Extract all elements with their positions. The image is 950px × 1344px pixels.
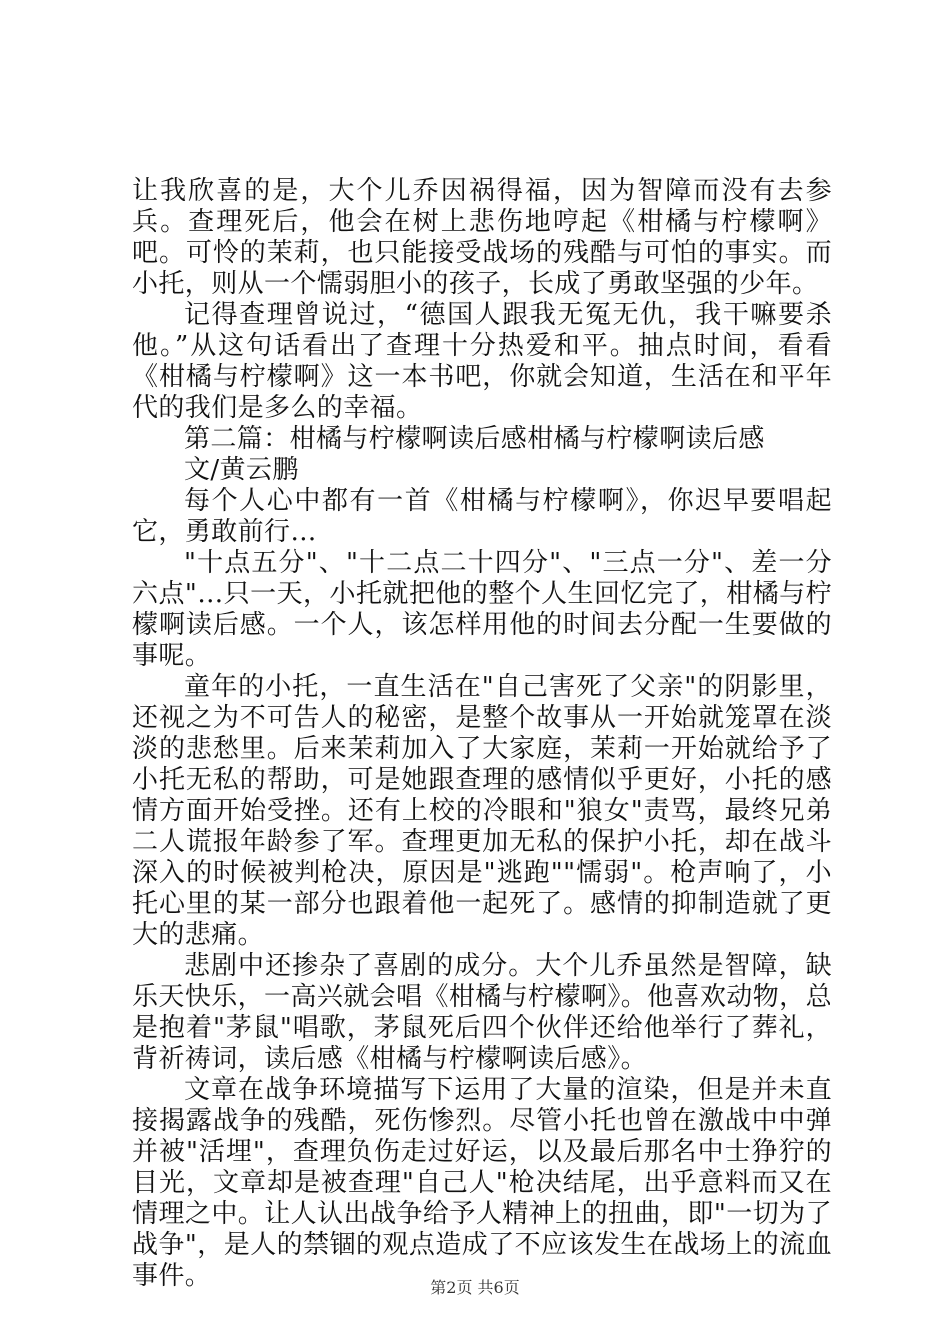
paragraph-time: "十点五分"、"十二点二十四分"、"三点一分"、差一分六点"…只一天，小托就把他的整个人生回忆完了，柑橘与柠檬啊读后感。一个人，该怎样用他的时间去分配一生要做的事呢。: [132, 548, 832, 671]
section-heading: 第二篇：柑橘与柠檬啊读后感柑橘与柠檬啊读后感: [184, 424, 765, 454]
paragraph-peace: 记得查理曾说过，“德国人跟我无冤无仇，我干嘛要杀他。”从这句话看出了查理十分热爱和平。抽点时间，看看《柑橘与柠檬啊》这一本书吧，你就会知道，生活在和平年代的我们是多么的幸福。: [132, 300, 832, 423]
paragraph-continuation: 让我欣喜的是，大个儿乔因祸得福，因为智障而没有去参兵。查理死后，他会在树上悲伤地哼起《柑橘与柠檬啊》吧。可怜的茉莉，也只能接受战场的残酷与可怕的事实。而小托，则从一个懦弱胆小的孩子，长成了勇敢坚强的少年。: [132, 176, 832, 299]
paragraph-childhood: 童年的小托，一直生活在"自己害死了父亲"的阴影里，还视之为不可告人的秘密，是整个故事从一开始就笼罩在淡淡的悲愁里。后来茉莉加入了大家庭，茉莉一开始就给予了小托无私的帮助，可是她跟查理的感情似乎更好，小托的感情方面开始受挫。还有上校的冷眼和"狼女"责骂，最终兄弟二人谎报年龄参了军。查理更加无私的保护小托，却在战斗深入的时候被判枪决，原因是"逃跑""懦弱"。枪声响了，小托心里的某一部分也跟着他一起死了。感情的抑制造就了更大的悲痛。: [132, 672, 832, 950]
author-line: 文/黄云鹏: [184, 455, 299, 485]
paragraph-intro: 每个人心中都有一首《柑橘与柠檬啊》，你迟早要唱起它，勇敢前行…: [132, 486, 832, 547]
document-body: [132, 176, 832, 1292]
page-number-footer: 第2页 共6页: [430, 1278, 520, 1297]
paragraph-comedy: 悲剧中还掺杂了喜剧的成分。大个儿乔虽然是智障，缺乐天快乐，一高兴就会唱《柑橘与柠檬啊》。他喜欢动物，总是抱着"茅鼠"唱歌，茅鼠死后四个伙伴还给他举行了葬礼，背祈祷词，读后感《柑橘与柠檬啊读后感》。: [132, 951, 832, 1074]
paragraph-war: 文章在战争环境描写下运用了大量的渲染，但是并未直接揭露战争的残酷，死伤惨烈。尽管小托也曾在激战中中弹并被"活埋"，查理负伤走过好运，以及最后那名中士狰狞的目光，文章却是被查理"自己人"枪决结尾，出乎意料而又在情理之中。让人认出战争给予人精神上的扭曲，即"一切为了战争"，是人的禁锢的观点造成了不应该发生在战场上的流血事件。: [132, 1075, 832, 1291]
